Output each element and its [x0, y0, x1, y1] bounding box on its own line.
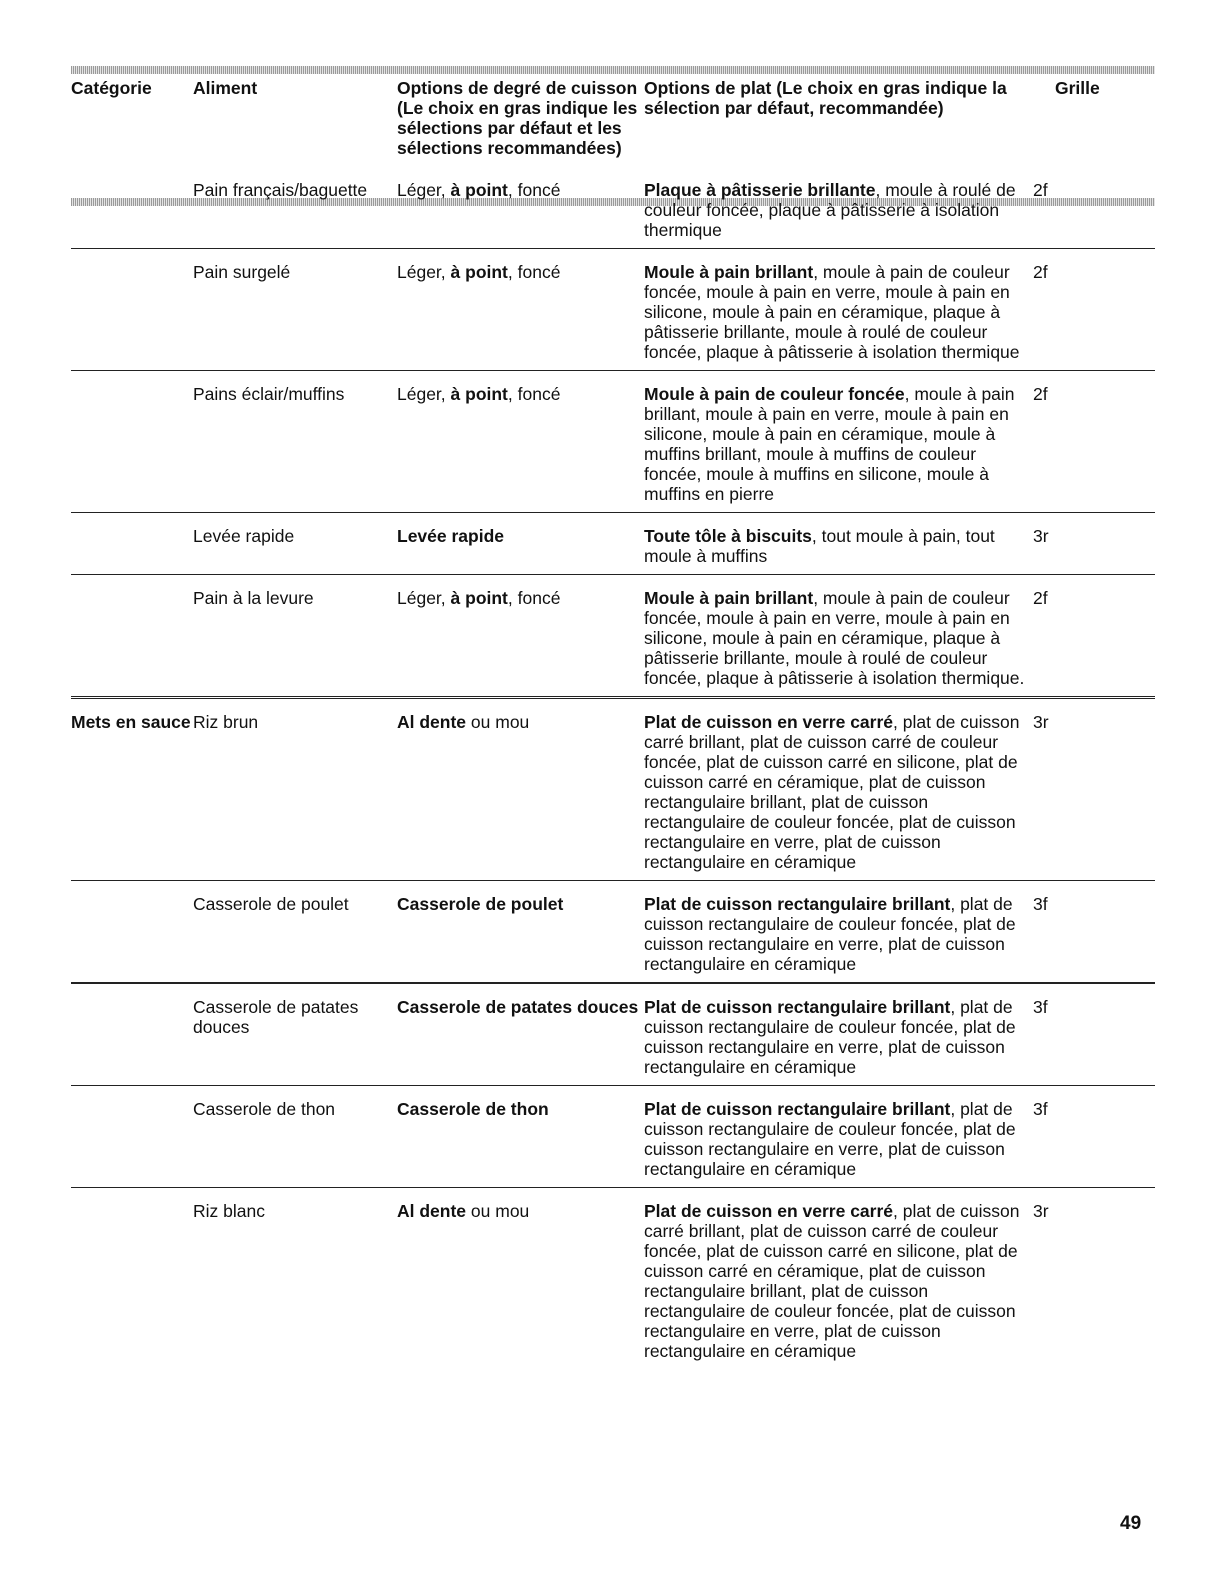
- cell-degre: [397, 1086, 644, 1188]
- degre-text: Léger,: [397, 262, 451, 282]
- table-row: [71, 513, 1155, 575]
- cell-plat: [644, 575, 1025, 698]
- plat-default: Moule à pain de couleur foncée: [644, 384, 905, 404]
- cell-aliment: Riz blanc: [193, 1201, 265, 1221]
- header-aliment: Aliment: [193, 78, 258, 98]
- plat-default: Plaque à pâtisserie brillante: [644, 180, 876, 200]
- table-row: [71, 698, 1155, 881]
- degre-text: , foncé: [507, 384, 561, 404]
- plat-default: Plat de cuisson rectangulaire brillant: [644, 1099, 951, 1119]
- plat-default: Toute tôle à biscuits: [644, 526, 812, 546]
- degre-default: Levée rapide: [397, 526, 504, 546]
- cell-degre: [397, 983, 644, 1086]
- plat-default: Plat de cuisson en verre carré: [644, 1201, 894, 1221]
- degre-text: Léger,: [397, 384, 451, 404]
- plat-default: Plat de cuisson rectangulaire brillant: [644, 894, 951, 914]
- header-top-rule: [71, 66, 1155, 74]
- table-row: [71, 881, 1155, 984]
- cell-aliment: Riz brun: [193, 712, 259, 732]
- cell-categorie: [71, 983, 193, 1086]
- cell-plat: [644, 513, 1025, 575]
- plat-options: , plat de cuisson rectangulaire de couleur foncée, plat de cuisson rectangulaire en verre, plat de cuisson rectangulaire en céramique: [644, 997, 1016, 1077]
- cell-categorie: Mets en sauce: [71, 712, 191, 732]
- cell-degre: [397, 513, 644, 575]
- cell-grille: 2f: [1033, 588, 1048, 608]
- cell-categorie: [71, 1086, 193, 1188]
- plat-default: Moule à pain brillant: [644, 588, 814, 608]
- plat-default: Moule à pain brillant: [644, 262, 814, 282]
- cell-aliment: Levée rapide: [193, 526, 295, 546]
- cell-plat: [644, 983, 1025, 1086]
- plat-options: , plat de cuisson carré brillant, plat de cuisson carré de couleur foncée, plat de cuisson carré en silicone, plat de cuisson carré en céramique, plat de cuisson rectangulaire brillant, plat de cuisson rectangulaire de couleur foncée, plat de cuisson rectangulaire en verre, plat de cuisson rectangulaire en céramique: [644, 712, 1020, 872]
- cell-degre: [397, 698, 644, 881]
- cell-grille: 2f: [1033, 262, 1048, 282]
- cell-aliment: Casserole de poulet: [193, 894, 349, 914]
- degre-default: Al dente: [397, 712, 467, 732]
- cell-aliment: Pains éclair/muffins: [193, 384, 345, 404]
- table-row: [71, 983, 1155, 1086]
- plat-default: Plat de cuisson rectangulaire brillant: [644, 997, 951, 1017]
- degre-default: à point: [450, 588, 508, 608]
- table-row: [71, 371, 1155, 513]
- cell-grille: 3f: [1033, 1099, 1048, 1119]
- table-row: [71, 1086, 1155, 1188]
- cell-degre: [397, 881, 644, 984]
- cell-plat: [644, 170, 1025, 249]
- cell-categorie: [71, 1188, 193, 1370]
- cell-grille: 3r: [1033, 712, 1049, 732]
- cell-grille: 3r: [1033, 526, 1049, 546]
- header-degre-cuisson: Options de degré de cuisson (Le choix en gras indique les sélections par défaut et les sélections recommandées): [397, 78, 638, 158]
- plat-options: , plat de cuisson rectangulaire de couleur foncée, plat de cuisson rectangulaire en verre, plat de cuisson rectangulaire en céramique: [644, 894, 1016, 974]
- cell-plat: [644, 1188, 1025, 1370]
- page-number: 49: [1120, 1513, 1142, 1534]
- cell-plat: [644, 698, 1025, 881]
- table-row: [71, 1188, 1155, 1370]
- degre-default: à point: [450, 180, 508, 200]
- degre-text: , foncé: [507, 180, 561, 200]
- cell-grille: 3f: [1033, 997, 1048, 1017]
- plat-options: , tout moule à pain, tout moule à muffins: [644, 526, 995, 566]
- degre-default: Al dente: [397, 1201, 467, 1221]
- plat-options: , moule à pain brillant, moule à pain en verre, moule à pain en silicone, moule à pain en céramique, moule à muffins brillant, moule à muffins de couleur foncée, moule à muffins en silicone, moule à muffins en pierre: [644, 384, 1015, 504]
- cell-plat: [644, 371, 1025, 513]
- degre-default: Casserole de patates douces: [397, 997, 639, 1017]
- degre-text: ou mou: [466, 712, 530, 732]
- cell-plat: [644, 249, 1025, 371]
- cell-plat: [644, 1086, 1025, 1188]
- table-row: [71, 170, 1155, 249]
- cell-aliment: Pain français/baguette: [193, 180, 368, 200]
- degre-text: Léger,: [397, 180, 451, 200]
- cell-categorie: [71, 513, 193, 575]
- table-row: [71, 575, 1155, 698]
- plat-options: , moule à roulé de couleur foncée, plaque à pâtisserie à isolation thermique: [644, 180, 1016, 240]
- cell-grille: 3f: [1033, 894, 1048, 914]
- header-grille: Grille: [1055, 78, 1100, 98]
- cell-categorie: [71, 881, 193, 984]
- cell-degre: [397, 1188, 644, 1370]
- cell-aliment: Casserole de patates douces: [193, 997, 359, 1037]
- table-header-row: [71, 78, 1155, 170]
- degre-text: , foncé: [507, 262, 561, 282]
- plat-options: , moule à pain de couleur foncée, moule à pain en verre, moule à pain en silicone, moule à pain en céramique, plaque à pâtisserie brillante, moule à roulé de couleur foncée, plaque à pâtisserie à isolation thermique.: [644, 588, 1025, 688]
- header-options-plat: Options de plat (Le choix en gras indique la sélection par défaut, recommandée): [644, 78, 1007, 118]
- cell-grille: 2f: [1033, 384, 1048, 404]
- cell-categorie: [71, 249, 193, 371]
- degre-default: à point: [450, 262, 508, 282]
- plat-options: , moule à pain de couleur foncée, moule à pain en verre, moule à pain en silicone, moule à pain en céramique, plaque à pâtisserie brillante, moule à roulé de couleur foncée, plaque à pâtisserie à isolation thermique: [644, 262, 1020, 362]
- plat-options: , plat de cuisson rectangulaire de couleur foncée, plat de cuisson rectangulaire en verre, plat de cuisson rectangulaire en céramique: [644, 1099, 1016, 1179]
- degre-default: Casserole de poulet: [397, 894, 564, 914]
- table-row: [71, 249, 1155, 371]
- plat-options: , plat de cuisson carré brillant, plat de cuisson carré de couleur foncée, plat de cuisson carré en silicone, plat de cuisson carré en céramique, plat de cuisson rectangulaire brillant, plat de cuisson rectangulaire de couleur foncée, plat de cuisson rectangulaire en verre, plat de cuisson rectangulaire en céramique: [644, 1201, 1020, 1361]
- cell-aliment: Pain surgelé: [193, 262, 291, 282]
- cell-aliment: Pain à la levure: [193, 588, 314, 608]
- cell-grille: 2f: [1033, 180, 1048, 200]
- degre-text: ou mou: [466, 1201, 530, 1221]
- cell-categorie: [71, 575, 193, 698]
- cell-degre: [397, 249, 644, 371]
- cell-aliment: Casserole de thon: [193, 1099, 336, 1119]
- cell-plat: [644, 881, 1025, 984]
- degre-default: Casserole de thon: [397, 1099, 549, 1119]
- cell-degre: [397, 170, 644, 249]
- degre-text: Léger,: [397, 588, 451, 608]
- cell-categorie: [71, 371, 193, 513]
- degre-text: , foncé: [507, 588, 561, 608]
- degre-default: à point: [450, 384, 508, 404]
- cell-degre: [397, 575, 644, 698]
- cell-degre: [397, 371, 644, 513]
- cell-categorie: [71, 170, 193, 249]
- plat-default: Plat de cuisson en verre carré: [644, 712, 894, 732]
- header-categorie: Catégorie: [71, 78, 152, 98]
- cell-grille: 3r: [1033, 1201, 1049, 1221]
- cooking-table: [71, 78, 1155, 1369]
